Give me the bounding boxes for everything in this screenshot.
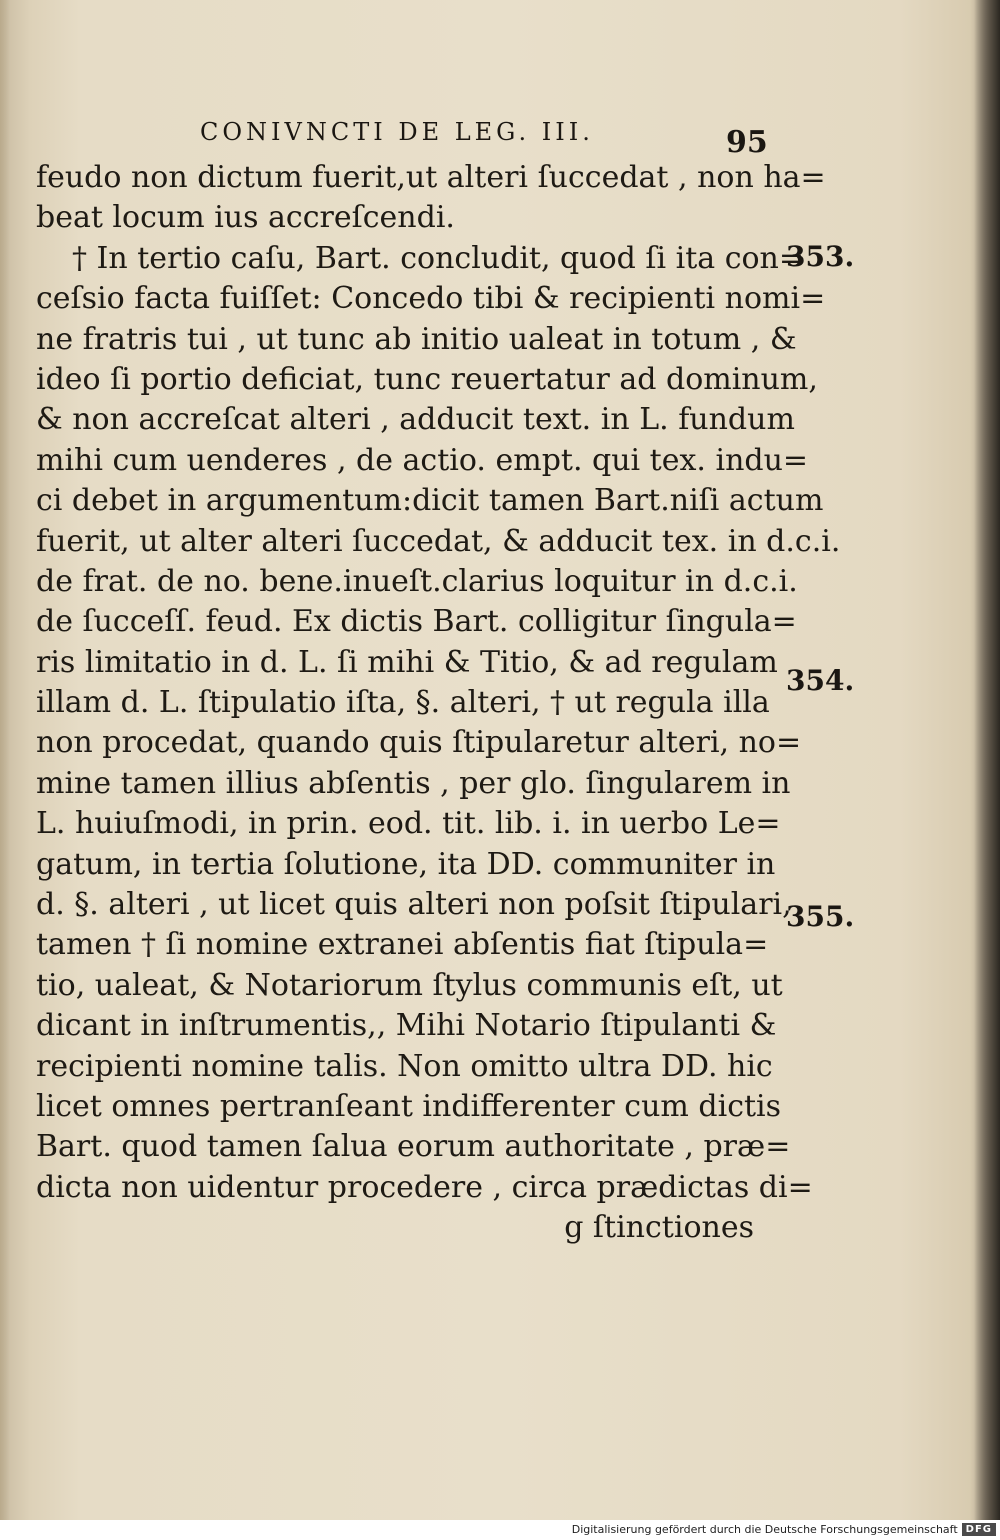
signature-catchword-line: g ſtinctiones (564, 1210, 754, 1246)
text-line: ci debet in argumentum:dicit tamen Bart.niſi actum (36, 483, 824, 519)
text-line: dicant in inſtrumentis,, Mihi Notario ſtipulanti & (36, 1008, 777, 1044)
text-line: feudo non dictum fuerit,ut alteri ſuccedat , non ha= (36, 160, 826, 195)
page-gutter-shadow (974, 0, 1000, 1520)
margin-number: 354. (786, 664, 855, 697)
folio-number: 95 (726, 125, 768, 160)
text-line: Bart. quod tamen ſalua eorum authoritate , præ= (36, 1129, 791, 1165)
dfg-logo: DFG (962, 1523, 996, 1536)
text-line: ne fratris tui , ut tunc ab initio ualeat in totum , & (36, 321, 797, 357)
credit-text: Digitalisierung gefördert durch die Deutsche Forschungsgemeinschaft (571, 1522, 958, 1536)
text-line: L. huiuſmodi, in prin. eod. tit. lib. i. in uerbo Le= (36, 806, 781, 842)
text-line: recipienti nomine talis. Non omitto ultra DD. hic (36, 1048, 773, 1084)
text-line: ris limitatio in d. L. ſi mihi & Titio, & ad regulam (36, 644, 778, 680)
text-line: illam d. L. ſtipulatio iſta, §. alteri, † ut regula illa (36, 685, 770, 721)
text-line: ideo ſi portio deficiat, tunc reuertatur ad dominum, (36, 361, 818, 397)
text-line: fuerit, ut alter alteri ſuccedat, & adducit tex. in d.c.i. (36, 523, 841, 559)
text-line: licet omnes pertranſeant indifferenter cum dictis (36, 1088, 782, 1124)
page-left-edge (0, 0, 10, 1520)
text-line: tamen † ſi nomine extranei abſentis fiat ſtipula= (36, 927, 769, 963)
text-line: beat locum ius accreſcendi. (36, 200, 455, 236)
text-line: d. §. alteri , ut licet quis alteri non poſsit ſtipulari, (36, 887, 792, 923)
text-line: † In tertio caſu, Bart. concludit, quod ſi ita con= (72, 240, 805, 276)
text-line: de ſucceſſ. feud. Ex dictis Bart. colligitur ſingula= (36, 604, 797, 640)
text-line: mihi cum uenderes , de actio. empt. qui tex. indu= (36, 442, 809, 478)
running-head: CONIVNCTI DE LEG. III. (200, 118, 594, 146)
text-line: non procedat, quando quis ſtipularetur alteri, no= (36, 725, 802, 761)
text-line: de frat. de no. bene.inueſt.clarius loquitur in d.c.i. (36, 563, 798, 599)
margin-number: 353. (786, 240, 855, 273)
text-line: & non accreſcat alteri , adducit text. in L. fundum (36, 402, 795, 438)
text-line: gatum, in tertia ſolutione, ita DD. communiter in (36, 846, 776, 882)
text-line: dicta non uidentur procedere , circa prædictas di= (36, 1169, 813, 1205)
text-line: ceſsio facta fuiſſet: Concedo tibi & recipienti nomi= (36, 281, 826, 317)
digitization-credit (572, 1520, 996, 1538)
margin-number: 355. (786, 900, 855, 933)
text-line: tio, ualeat, & Notariorum ſtylus communis eſt, ut (36, 967, 783, 1003)
text-line: mine tamen illius abſentis , per glo. ſingularem in (36, 765, 791, 801)
